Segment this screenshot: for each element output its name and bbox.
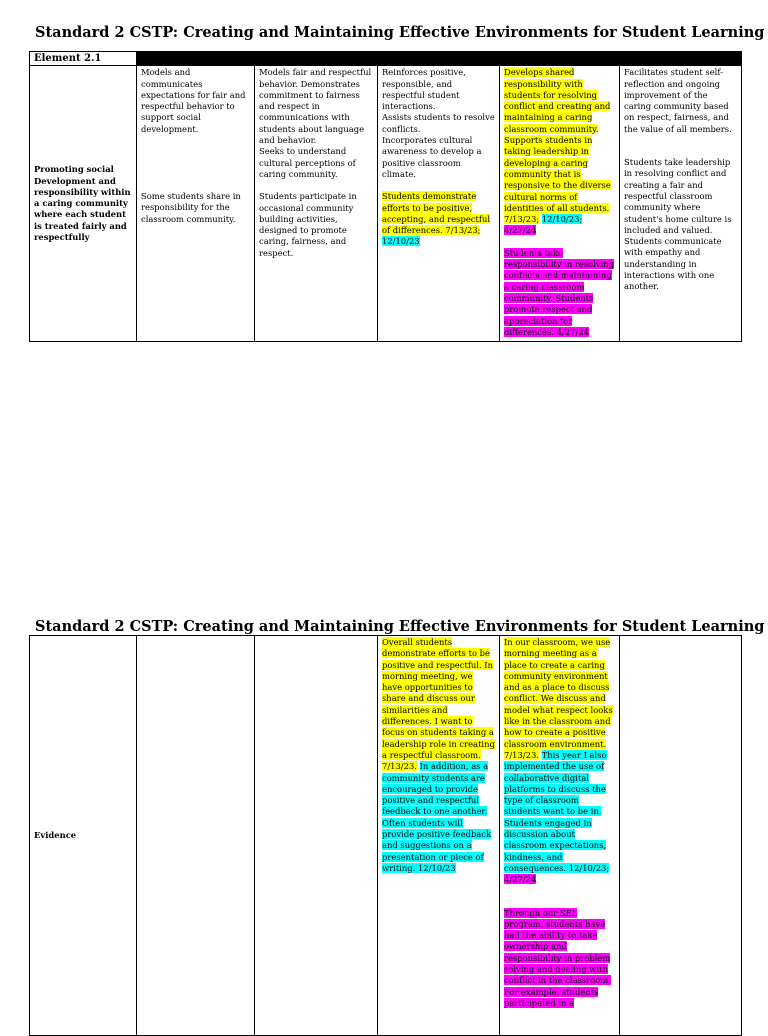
evidence-cell-5 bbox=[620, 636, 742, 1036]
page-title: Standard 2 CSTP: Creating and Maintaining Effective Environments for Student Learning bbox=[35, 618, 765, 635]
level-cell-4 bbox=[500, 66, 620, 342]
highlight-magenta: Students take responsibility in resolving conflicts and maintaining a caring classroom community. Students promote respect and appreciation for differences. 4/27/24 bbox=[504, 247, 615, 337]
evidence-table bbox=[29, 635, 742, 1036]
highlight-magenta: Through our SEL program, students have had the ability to take ownership and responsibility in problem solving and dealing with conflict in the classroom. For example, students participated in a bbox=[504, 907, 611, 1008]
header-row bbox=[30, 52, 742, 66]
highlight-cyan: 12/10/23; bbox=[541, 214, 583, 225]
highlight-cyan: This year I also implemented the use of collaborative digital platforms to discuss the type of classroom students want to be in. Students engaged in discussion about classroom expectations, kindness, and consequences. 12/10/23; bbox=[504, 749, 610, 873]
highlight-magenta: 4/27/24 bbox=[504, 874, 537, 885]
table-row bbox=[30, 636, 742, 1036]
cell-text: Incorporates cultural awareness to develop a positive classroom climate. bbox=[382, 135, 482, 179]
highlight-yellow: Students demonstrate efforts to be positive, accepting, and respectful of differences. 7/13/23; bbox=[382, 191, 491, 236]
cell-text: Students participate in occasional community building activities, designed to promote caring, fairness, and respect. bbox=[259, 191, 357, 258]
row-label: Evidence bbox=[30, 636, 137, 1036]
highlight-yellow: Overall students demonstrate efforts to be positive and respectful. In morning meeting, we have opportunities to share and discuss our similarities and differences. I want to focus on students taking a leadership role in creating a respectful classroom. 7/13/23. bbox=[382, 637, 495, 772]
cell-text: Models fair and respectful behavior. Demonstrates commitment to fairness and respect in communications with students about language and behavior. bbox=[259, 67, 372, 146]
evidence-cell-1 bbox=[137, 636, 255, 1036]
level-cell-2 bbox=[255, 66, 378, 342]
highlight-magenta: 4/27/24 bbox=[504, 225, 537, 236]
evidence-cell-2 bbox=[255, 636, 378, 1036]
cell-text: Assists students to resolve conflicts. bbox=[382, 112, 495, 134]
highlight-yellow: Develops shared responsibility with students for resolving conflict and creating and maintaining a caring classroom community. bbox=[504, 67, 611, 134]
highlight-yellow: In our classroom, we use morning meeting as a place to create a caring community environment and as a place to discuss conflict. We discuss and model what respect looks like in the classroom and how to create a positive classroom environment. 7/13/23. bbox=[504, 637, 613, 760]
cell-text: Reinforces positive, responsible, and respectful student interactions. bbox=[382, 67, 466, 112]
cell-text: Students take leadership in resolving conflict and creating a fair and respectful classroom community where student's home culture is included and valued. Students communicate with empathy and understanding in interactions with one another. bbox=[624, 157, 732, 292]
level-cell-5 bbox=[620, 66, 742, 342]
highlight-cyan: 12/10/23 bbox=[382, 236, 420, 247]
highlight-yellow: Supports students in taking leadership in developing a caring community that is responsive to the diverse cultural norms of identities of all students. 7/13/23; bbox=[504, 135, 611, 225]
header-bar bbox=[137, 52, 742, 66]
page-title: Standard 2 CSTP: Creating and Maintaining Effective Environments for Student Learning bbox=[35, 24, 765, 41]
row-label: Promoting social Development and responsibility within a caring community where each student is treated fairly and respectfully bbox=[30, 66, 137, 342]
cell-text: Facilitates student self-reflection and ongoing improvement of the caring community based on respect, fairness, and the value of all members. bbox=[624, 67, 732, 134]
cell-text: Seeks to understand cultural perceptions of caring community. bbox=[259, 146, 356, 179]
cell-text: Models and communicates expectations for fair and respectful behavior to support social development. bbox=[141, 67, 246, 134]
evidence-cell-3 bbox=[378, 636, 500, 1036]
evidence-cell-4 bbox=[500, 636, 620, 1036]
highlight-cyan: In addition, as a community students are encouraged to provide positive and respectful feedback to one another. Often students will provide positive feedback and suggestions on a presentation or piece of writing. 12/10/23 bbox=[382, 761, 492, 873]
element-label: Element 2.1 bbox=[30, 52, 137, 66]
standard-table bbox=[29, 51, 742, 342]
level-cell-1 bbox=[137, 66, 255, 342]
cell-text: Some students share in responsibility for the classroom community. bbox=[141, 191, 241, 224]
table-row bbox=[30, 66, 742, 342]
level-cell-3 bbox=[378, 66, 500, 342]
